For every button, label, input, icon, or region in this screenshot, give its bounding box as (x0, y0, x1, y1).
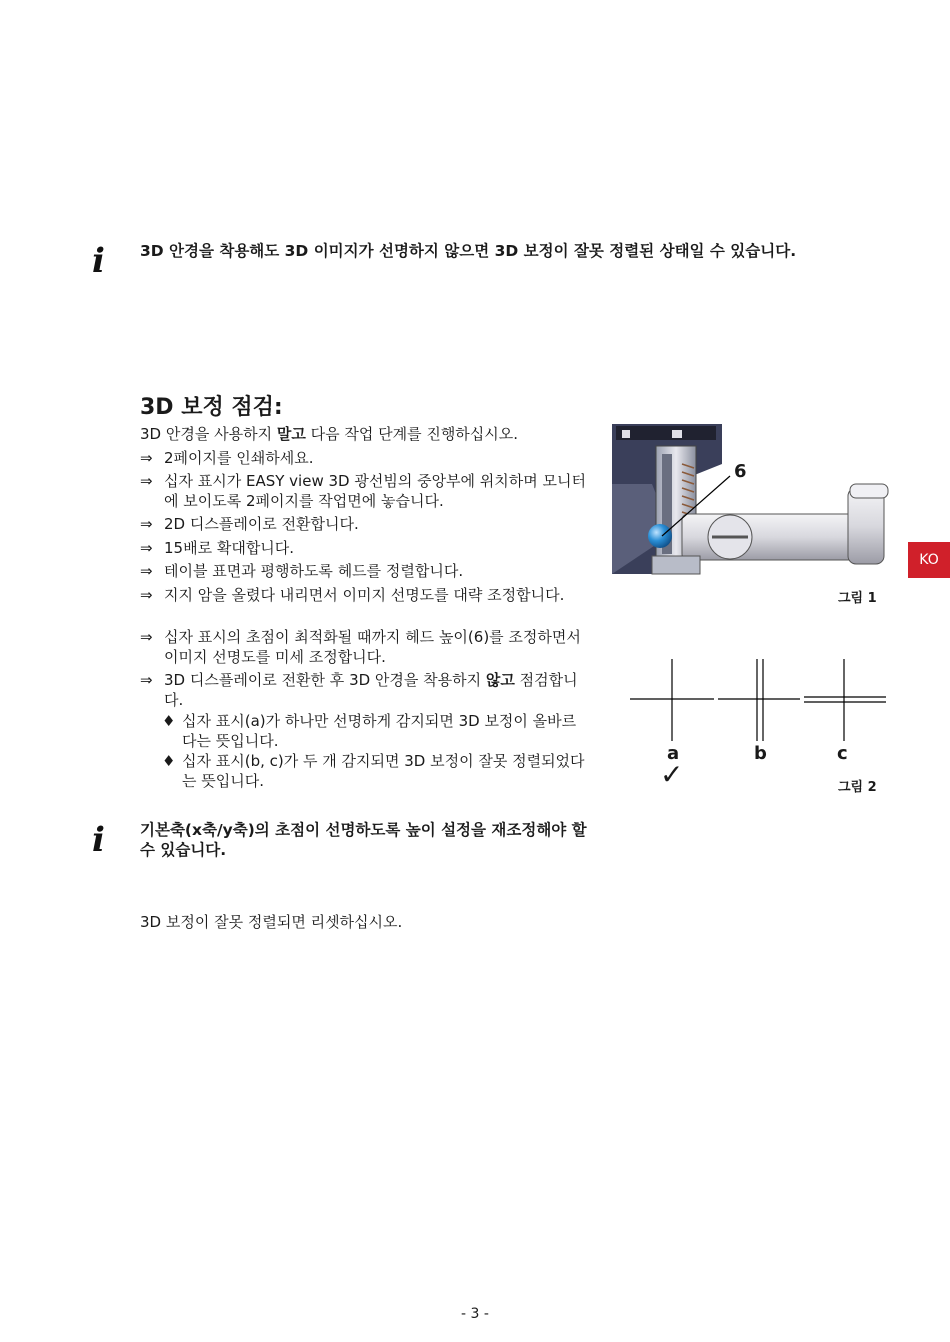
sub-bullet-text: 십자 표시(a)가 하나만 선명하게 감지되면 3D 보정이 올바르다는 뜻입니다. (182, 712, 577, 750)
crosshair-label-b: b (754, 743, 767, 764)
step-text: 15배로 확대합니다. (164, 539, 295, 557)
figure-1-illustration (612, 424, 890, 580)
sub-bullet-item (162, 711, 590, 751)
arrow-icon: ⇒ (140, 562, 153, 580)
arrow-icon: ⇒ (140, 515, 153, 533)
sub-bullet-item (162, 751, 590, 791)
arrow-icon: ⇒ (140, 449, 153, 467)
arrow-icon: ⇒ (140, 586, 153, 604)
step-text: 2페이지를 인쇄하세요. (164, 449, 314, 467)
section-heading: 3D 보정 점검: (140, 395, 283, 420)
step-item (140, 471, 590, 511)
step-text-after: 점검합니다. (164, 671, 578, 709)
page-number: - 3 - (461, 1306, 489, 1322)
figure-2-caption: 그림 2 (838, 780, 877, 795)
arrow-icon: ⇒ (140, 472, 153, 490)
closing-text: 3D 보정이 잘못 정렬되면 리셋하십시오. (140, 913, 403, 931)
crosshair-label-a: a (667, 743, 680, 764)
crosshair-label-c: c (837, 743, 848, 764)
figure-1-caption: 그림 1 (838, 591, 877, 606)
intro-text-after: 다음 작업 단계를 진행하십시오. (305, 425, 519, 443)
step-item (140, 627, 590, 667)
step-text: 십자 표시가 EASY view 3D 광선빔의 중앙부에 위치하며 모니터에 보이도록 2페이지를 작업면에 놓습니다. (164, 472, 587, 510)
step-item (140, 538, 590, 558)
step-text: 테이블 표면과 평행하도록 헤드를 정렬합니다. (164, 562, 464, 580)
info-icon: i (92, 820, 105, 860)
figure-1-callout: 6 (734, 461, 747, 482)
crosshair-b (718, 659, 800, 741)
crosshair-c (804, 659, 886, 741)
step-text-bold: 않고 (485, 671, 515, 689)
checkmark-icon: ✓ (660, 758, 684, 791)
step-item (140, 448, 590, 468)
language-tab: KO (908, 542, 950, 578)
info-icon: i (92, 241, 105, 281)
step-item (140, 514, 590, 534)
info-note-bottom: 기본축(x축/y축)의 초점이 선명하도록 높이 설정을 재조정해야 할 수 있습니다. (140, 821, 587, 859)
arrow-icon: ⇒ (140, 628, 153, 646)
crosshair-a (630, 659, 714, 741)
sub-bullet-text: 십자 표시(b, c)가 두 개 감지되면 3D 보정이 잘못 정렬되었다는 뜻입니다. (182, 752, 585, 790)
step-item (140, 670, 590, 710)
step-item (140, 561, 590, 581)
intro-paragraph (140, 424, 590, 444)
intro-text-before: 3D 안경을 사용하지 (140, 425, 277, 443)
arrow-icon: ⇒ (140, 539, 153, 557)
step-text: 십자 표시의 초점이 최적화될 때까지 헤드 높이(6)를 조정하면서 이미지 선명도를 미세 조정합니다. (164, 628, 581, 666)
step-item (140, 585, 590, 605)
arrow-icon: ⇒ (140, 671, 153, 689)
step-text: 지지 암을 올렸다 내리면서 이미지 선명도를 대략 조정합니다. (164, 586, 565, 604)
diamond-bullet-icon: ♦ (162, 752, 176, 770)
step-text-before: 3D 디스플레이로 전환한 후 3D 안경을 착용하지 (164, 671, 486, 689)
intro-text-bold: 말고 (276, 425, 306, 443)
info-note-top: 3D 안경을 착용해도 3D 이미지가 선명하지 않으면 3D 보정이 잘못 정렬된 상태일 수 있습니다. (140, 242, 797, 260)
step-text: 2D 디스플레이로 전환합니다. (164, 515, 359, 533)
diamond-bullet-icon: ♦ (162, 712, 176, 730)
